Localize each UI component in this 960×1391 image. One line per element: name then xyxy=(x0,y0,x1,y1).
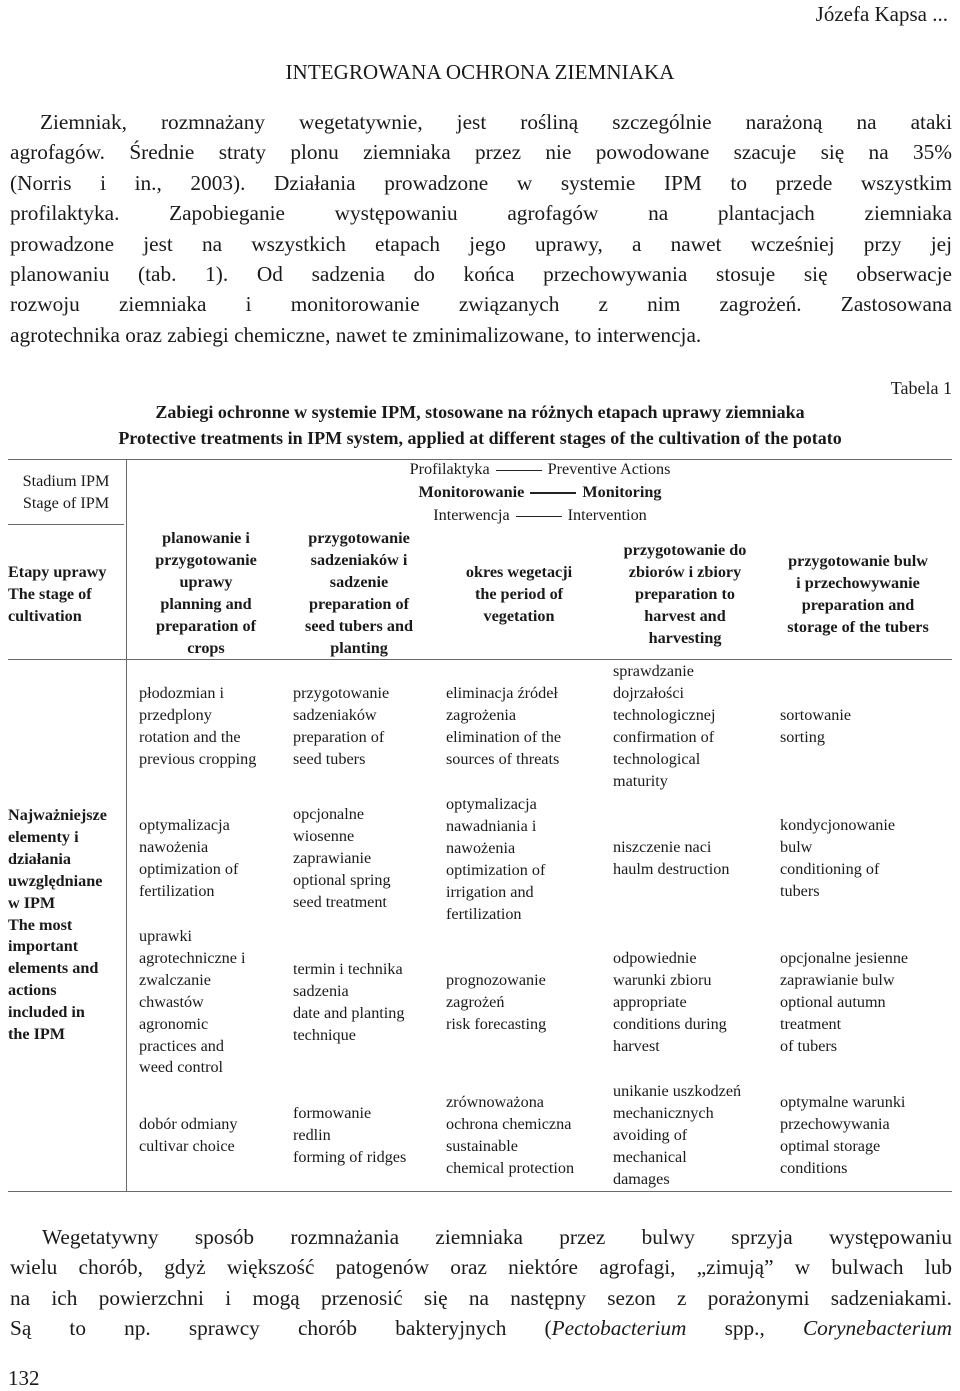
storage-item-sorting xyxy=(780,705,851,749)
action-pl: Monitorowanie xyxy=(418,483,525,501)
stage-storage xyxy=(770,551,946,639)
cell-line: elements and xyxy=(8,959,99,978)
stage-harvest xyxy=(600,540,770,650)
cell-line: sadzenie xyxy=(329,572,389,591)
cell-line: mechanical xyxy=(613,1147,687,1166)
paragraph-line: wielu chorób, gdyż większość patogenów oraz niektóre agrofagi, „zimują” w bulwach lub xyxy=(10,1255,952,1280)
cell-line: technique xyxy=(293,1025,356,1044)
cell-line: harvesting xyxy=(648,628,722,647)
paragraph-line: na ich powierzchni i mogą przenosić się na następny sezon z porażonymi sadzeniakami. xyxy=(10,1285,952,1310)
cell-line: preparation and xyxy=(801,595,915,614)
cell-line: risk forecasting xyxy=(446,1014,547,1033)
planning-item-rotation xyxy=(139,683,256,771)
cell-line: storage of the tubers xyxy=(787,617,929,636)
cell-line: zagrożenia xyxy=(446,705,517,724)
cell-line: fertilization xyxy=(446,904,522,923)
cell-line: Stage of IPM xyxy=(22,493,110,512)
action-en: Monitoring xyxy=(582,483,662,501)
action-pl: Interwencja xyxy=(433,506,510,524)
closing-paragraph xyxy=(10,1222,952,1344)
cell-line: preparation of xyxy=(309,594,409,613)
planting-item-seed-tubers xyxy=(293,683,389,771)
cell-line: Najważniejsze xyxy=(8,806,107,824)
cell-line: zaprawianie bulw xyxy=(780,970,895,989)
vegetation-item-forecasting xyxy=(446,970,546,1036)
cell-line: crops xyxy=(187,638,225,657)
cell-line: included in xyxy=(8,1003,85,1022)
cell-line: w IPM xyxy=(8,893,56,912)
stages-label xyxy=(8,562,107,628)
cell-line: sadzeniaków xyxy=(293,705,377,724)
cell-line: ochrona chemiczna xyxy=(446,1114,572,1133)
cell-line: rotation and the xyxy=(139,727,241,746)
stage-ipm-header xyxy=(8,471,124,515)
cell-line: przygotowanie xyxy=(293,684,390,702)
cell-line: przygotowanie xyxy=(308,529,410,547)
cell-line: prognozowanie xyxy=(446,971,546,989)
cell-line: zaprawianie xyxy=(293,848,372,867)
cell-line: przedplony xyxy=(139,705,212,724)
cell-line: preparation of xyxy=(293,727,385,746)
cell-line: optional autumn xyxy=(780,992,886,1011)
cell-line: damages xyxy=(613,1169,670,1188)
cell-line: optimization of xyxy=(139,859,239,878)
cell-line: tubers xyxy=(780,881,820,900)
cell-line: conditioning of xyxy=(780,859,880,878)
cell-line: zrównoważona xyxy=(446,1093,544,1111)
cell-line: formowanie xyxy=(293,1104,372,1122)
cell-line: of tubers xyxy=(780,1036,838,1055)
planting-item-date-technique xyxy=(293,959,404,1047)
cell-line: preparation to xyxy=(635,584,735,603)
cell-line: nawożenia xyxy=(139,837,209,856)
cell-line: elementy i xyxy=(8,827,79,846)
paragraph-line: Wegetatywny sposób rozmnażania ziemniaka przez bulwy sprzyja występowaniu xyxy=(42,1225,952,1249)
cell-line: i przechowywanie xyxy=(796,573,920,592)
paragraph-line: rozwoju ziemniaka i monitorowanie związanych z nim zagrożeń. Zastosowana xyxy=(10,292,952,317)
planning-item-cultivar xyxy=(139,1114,237,1158)
text-run: spp., xyxy=(686,1316,803,1341)
cell-line: The stage of xyxy=(8,584,92,603)
cell-line: harvest and xyxy=(644,606,726,625)
cell-line: sustainable xyxy=(446,1136,518,1155)
cell-line: unikanie uszkodzeń xyxy=(613,1082,742,1100)
cell-line: sprawdzanie xyxy=(613,662,694,680)
storage-item-autumn-treatment xyxy=(780,948,908,1058)
cell-line: actions xyxy=(8,981,57,1000)
cell-line: opcjonalne jesienne xyxy=(780,949,909,967)
cell-line: sortowanie xyxy=(780,706,852,724)
cell-line: mechanicznych xyxy=(613,1103,714,1122)
action-en: Preventive Actions xyxy=(547,460,671,478)
cell-line: uprawy xyxy=(179,572,233,591)
cell-line: date and planting xyxy=(293,1003,405,1022)
cell-line: seed tubers and xyxy=(305,616,413,635)
cell-line: cultivation xyxy=(8,606,82,625)
vegetation-item-irrigation xyxy=(446,794,545,925)
harvest-item-conditions xyxy=(613,948,727,1058)
cell-line: Stadium IPM xyxy=(22,472,110,490)
stage-planning xyxy=(128,528,284,659)
cell-line: avoiding of xyxy=(613,1125,688,1144)
paragraph-line: profilaktyka. Zapobieganie występowaniu agrofagów na plantacjach ziemniaka xyxy=(10,201,952,226)
cell-line: planning and xyxy=(160,594,252,613)
section-title: INTEGROWANA OCHRONA ZIEMNIAKA xyxy=(285,60,675,84)
cell-line: bulw xyxy=(780,837,813,856)
action-intervention xyxy=(400,504,680,527)
page-number: 132 xyxy=(8,1366,40,1390)
cell-line: preparation of xyxy=(156,616,256,635)
action-pl: Profilaktyka xyxy=(409,460,490,478)
cell-line: sadzenia xyxy=(293,981,349,1000)
cell-line: nawadniania i xyxy=(446,816,537,835)
cell-line: odpowiednie xyxy=(613,949,697,967)
paragraph-line: planowaniu (tab. 1). Od sadzenia do końca przechowywania stosuje się obserwacje xyxy=(10,261,952,286)
harvest-item-maturity xyxy=(613,661,715,792)
cell-line: płodozmian i xyxy=(139,684,224,702)
cell-line: forming of ridges xyxy=(293,1147,407,1166)
elements-label xyxy=(8,805,107,1046)
action-monitoring xyxy=(400,481,680,504)
cell-line: uwzględniane xyxy=(8,871,103,890)
cell-line: chemical protection xyxy=(446,1158,575,1177)
cell-line: sadzeniaków i xyxy=(310,550,408,569)
cell-line: wiosenne xyxy=(293,826,355,845)
vegetation-item-threat-sources xyxy=(446,683,561,771)
cell-line: przechowywania xyxy=(780,1114,890,1133)
cell-line: important xyxy=(8,937,79,956)
cell-line: termin i technika xyxy=(293,960,403,978)
cell-line: treatment xyxy=(780,1014,842,1033)
cell-line: zbiorów i zbiory xyxy=(628,562,742,581)
cell-line: elimination of the xyxy=(446,727,562,746)
table-caption-en: Protective treatments in IPM system, applied at different stages of the cultivation of the potato xyxy=(118,428,842,448)
cell-line: seed tubers xyxy=(293,749,366,768)
cell-line: uprawki xyxy=(139,927,193,945)
cell-line: zwalczanie xyxy=(139,970,211,989)
paragraph-line: (Norris i in., 2003). Działania prowadzone w systemie IPM to przede wszystkim xyxy=(10,170,952,195)
planting-item-spring-treatment xyxy=(293,804,391,914)
text-run: Są to np. sprawcy chorób bakteryjnych ( xyxy=(10,1316,552,1341)
cell-line: harvest xyxy=(613,1036,660,1055)
cell-line: technologicznej xyxy=(613,705,716,724)
cell-line: nawożenia xyxy=(446,838,516,857)
paragraph-line: agrotechnika oraz zabiegi chemiczne, nawet te zminimalizowane, to interwencja. xyxy=(10,322,702,347)
intro-paragraph xyxy=(10,107,952,350)
cell-line: okres wegetacji xyxy=(465,563,573,581)
cell-line: haulm destruction xyxy=(613,859,730,878)
cell-line: seed treatment xyxy=(293,892,387,911)
cell-line: przygotowanie xyxy=(155,550,257,569)
cell-line: The most xyxy=(8,915,73,934)
cell-line: Etapy uprawy xyxy=(8,563,107,581)
table-caption-pl: Zabiegi ochronne w systemie IPM, stosowane na różnych etapach uprawy ziemniaka xyxy=(155,402,805,422)
running-header-author: Józefa Kapsa ... xyxy=(815,2,948,26)
cell-line: previous cropping xyxy=(139,749,257,768)
cell-line: optimal storage xyxy=(780,1136,881,1155)
cell-line: zagrożeń xyxy=(446,992,505,1011)
cell-line: kondycjonowanie xyxy=(780,816,896,834)
table-ipm-rule xyxy=(8,524,124,525)
cell-line: conditions xyxy=(780,1158,848,1177)
action-preventive xyxy=(400,458,680,481)
dash-line xyxy=(530,492,576,494)
cell-line: eliminacja źródeł xyxy=(446,684,558,702)
cell-line: optymalne warunki xyxy=(780,1093,906,1111)
paragraph-line: agrofagów. Średnie straty plonu ziemniaka przez nie powodowane szacuje się na 35% xyxy=(10,140,952,165)
cell-line: przygotowanie do xyxy=(623,541,747,559)
cell-line: planowanie i xyxy=(162,529,250,547)
table-label: Tabela 1 xyxy=(890,378,952,398)
actions-legend xyxy=(400,458,680,527)
cell-line: agrotechniczne i xyxy=(139,948,246,967)
planning-item-weed-control xyxy=(139,926,246,1079)
cell-line: confirmation of xyxy=(613,727,715,746)
cell-line: practices and xyxy=(139,1036,224,1055)
dash-line xyxy=(496,470,542,471)
cell-line: cultivar choice xyxy=(139,1136,235,1155)
cell-line: the period of xyxy=(474,584,564,603)
paragraph-line: prowadzone jest na wszystkich etapach jego uprawy, a nawet wcześniej przy jej xyxy=(10,231,952,256)
cell-line: optional spring xyxy=(293,870,391,889)
planning-item-fertilization xyxy=(139,815,238,903)
storage-item-conditioning xyxy=(780,815,895,903)
cell-line: redlin xyxy=(293,1125,331,1144)
planting-item-ridges xyxy=(293,1103,406,1169)
paragraph-line xyxy=(10,1313,952,1343)
cell-line: irrigation and xyxy=(446,882,534,901)
action-en: Intervention xyxy=(567,506,647,524)
table-bottom-rule xyxy=(8,1191,952,1192)
dash-line xyxy=(516,516,562,517)
genus-name: Pectobacterium xyxy=(551,1316,687,1341)
cell-line: the IPM xyxy=(8,1025,66,1044)
harvest-item-damage xyxy=(613,1081,741,1191)
cell-line: dojrzałości xyxy=(613,683,685,702)
cell-line: sources of threats xyxy=(446,749,560,768)
table-column-rule xyxy=(126,459,127,1191)
cell-line: optymalizacja xyxy=(139,816,230,834)
vegetation-item-chemical-protection xyxy=(446,1092,574,1180)
cell-line: optymalizacja xyxy=(446,795,537,813)
cell-line: appropriate xyxy=(613,992,687,1011)
cell-line: opcjonalne xyxy=(293,805,365,823)
harvest-item-haulm-destruction xyxy=(613,837,729,881)
cell-line: vegetation xyxy=(483,606,555,625)
cell-line: przygotowanie bulw xyxy=(788,552,928,570)
storage-item-optimal-conditions xyxy=(780,1092,905,1180)
genus-name: Corynebacterium xyxy=(802,1316,952,1341)
stage-planting xyxy=(284,528,434,659)
cell-line: weed control xyxy=(139,1058,224,1077)
cell-line: warunki zbioru xyxy=(613,970,712,989)
cell-line: optimization of xyxy=(446,860,546,879)
cell-line: działania xyxy=(8,849,71,868)
cell-line: chwastów xyxy=(139,992,204,1011)
cell-line: planting xyxy=(330,638,388,657)
stage-vegetation xyxy=(438,562,600,628)
cell-line: dobór odmiany xyxy=(139,1115,238,1133)
cell-line: conditions during xyxy=(613,1014,727,1033)
cell-line: sorting xyxy=(780,727,825,746)
cell-line: maturity xyxy=(613,771,668,790)
cell-line: technological xyxy=(613,749,701,768)
cell-line: agronomic xyxy=(139,1014,209,1033)
paragraph-line: Ziemniak, rozmnażany wegetatywnie, jest rośliną szczególnie narażoną na ataki xyxy=(40,110,952,134)
cell-line: niszczenie naci xyxy=(613,838,712,856)
cell-line: fertilization xyxy=(139,881,215,900)
